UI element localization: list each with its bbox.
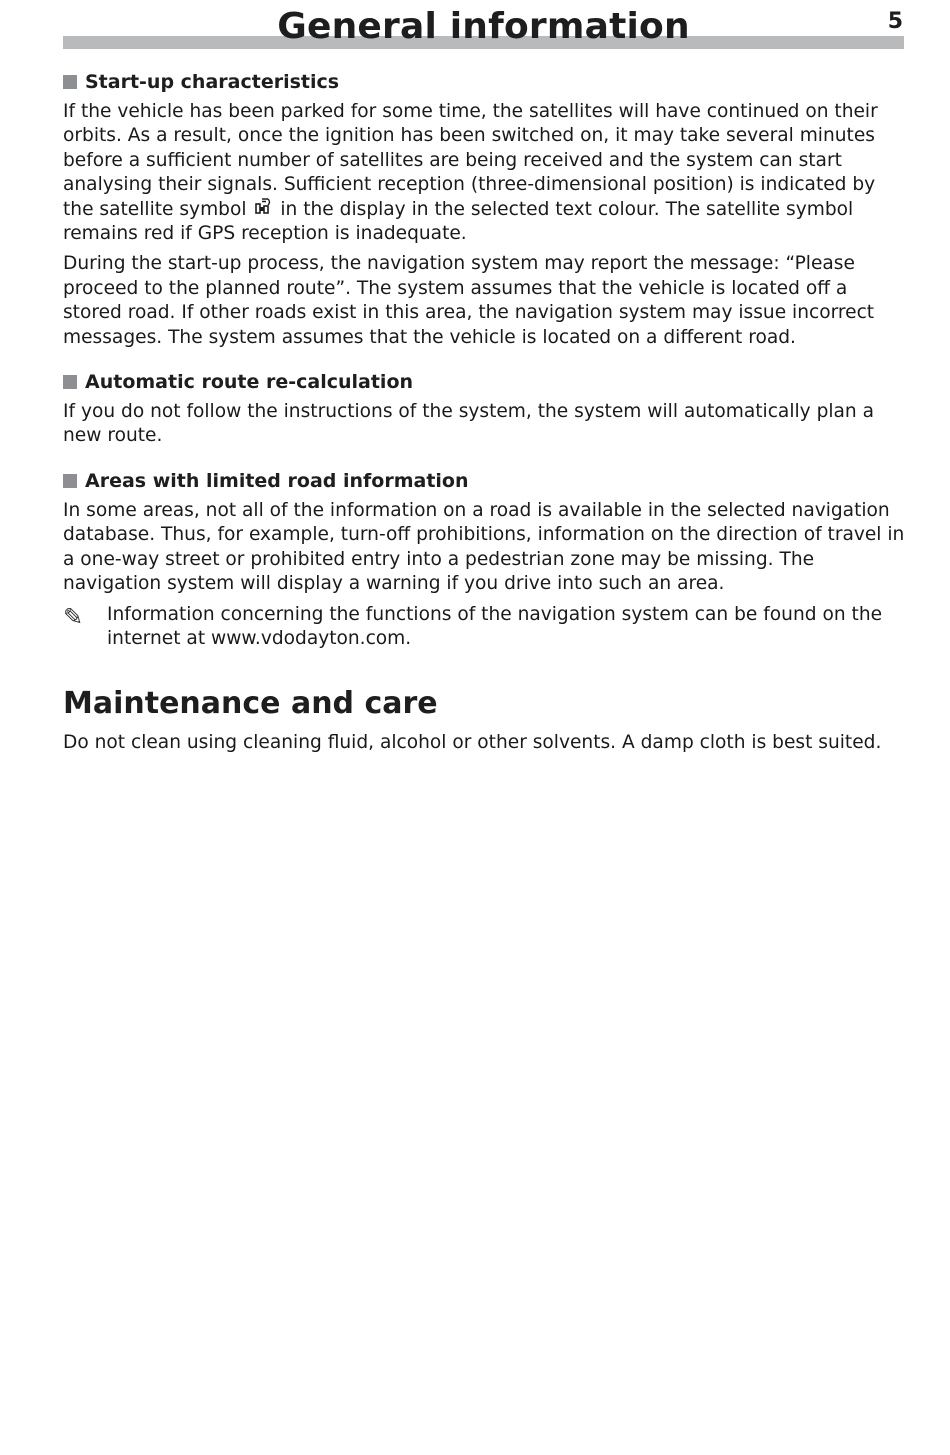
paragraph: During the start-up process, the navigation system may report the message: “Please proceed to the planned route”. The system assumes that the vehicle is located off a stored road. If other roads exist in this area, the navigation system may issue incorrect messages. The system assumes that the vehicle is located on a different road.	[63, 253, 875, 348]
pencil-icon: ✎	[63, 602, 84, 631]
page-number: 5	[887, 9, 903, 34]
section-start-up	[63, 70, 905, 350]
maintenance-heading: Maintenance and care	[63, 686, 438, 722]
paragraph-text: If the vehicle has been parked for some time, the satellites will have continued on their orbits. As a result, once the ignition has been switched on, it may take several minutes before a sufficient number of satellites are being received and the system can start analysing their signals. Sufficient reception (three-dimensional position) is indicated by the satellite symbol	[63, 101, 878, 220]
square-bullet-icon	[63, 375, 77, 389]
paragraph	[63, 100, 905, 246]
section-limited-road-info	[63, 469, 905, 651]
section-heading	[63, 370, 905, 394]
note-text: Information concerning the functions of the navigation system can be found on the internet at www.vdodayton.com.	[107, 603, 883, 649]
paragraph-text: in the display in the selected text colour. The satellite symbol remains red if GPS reception is inadequate.	[63, 198, 854, 245]
paragraph: If you do not follow the instructions of the system, the system will automatically plan a new route.	[63, 401, 875, 447]
square-bullet-icon	[63, 75, 77, 89]
section-heading-text: Start-up characteristics	[85, 71, 340, 93]
page-header	[63, 0, 905, 52]
section-route-recalculation	[63, 370, 905, 449]
paragraph: In some areas, not all of the information on a road is available in the selected navigation database. Thus, for example, turn-off prohibitions, information on the direction of travel in a one-way street or prohibited entry into a pedestrian zone may be missing. The navigation system will display a warning if you drive into such an area.	[63, 499, 905, 595]
manual-page	[63, 0, 905, 762]
paragraph: Do not clean using cleaning fluid, alcohol or other solvents. A damp cloth is best suited.	[63, 732, 882, 754]
section-heading	[63, 70, 905, 94]
section-heading-text: Automatic route re-calculation	[85, 371, 414, 394]
page-title: General information	[277, 6, 690, 47]
section-heading	[63, 469, 905, 493]
satellite-icon	[254, 198, 272, 216]
section-heading-text: Areas with limited road information	[85, 469, 469, 492]
note	[63, 603, 905, 652]
square-bullet-icon	[63, 474, 77, 488]
